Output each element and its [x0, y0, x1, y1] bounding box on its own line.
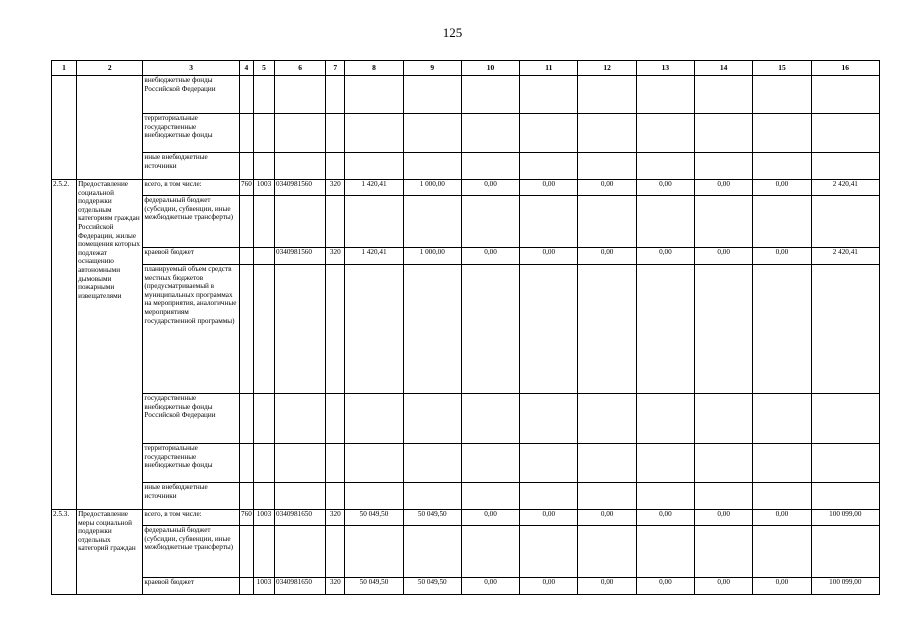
column-header: 7: [326, 61, 345, 76]
cell-vr: 320: [326, 578, 345, 595]
cell-value: [461, 196, 519, 248]
cell-value: 0,00: [753, 578, 811, 595]
table-row: [52, 114, 880, 153]
cell-value: [345, 196, 403, 248]
cell-rzpr: [253, 526, 274, 578]
cell-value: 0,00: [461, 510, 519, 526]
column-header: 16: [811, 61, 879, 76]
cell-rzpr: [253, 153, 274, 180]
cell-vr: [326, 114, 345, 153]
cell-vr: [326, 196, 345, 248]
cell-value: [520, 153, 578, 180]
cell-value: [345, 394, 403, 444]
table-row: [52, 578, 880, 595]
cell-rzpr: 1003: [253, 578, 274, 595]
cell-value: 0,00: [578, 180, 636, 196]
cell-value: 0,00: [520, 578, 578, 595]
cell-value: 0,00: [461, 180, 519, 196]
cell-value: [345, 444, 403, 483]
cell-csr: [275, 483, 326, 510]
table-row: [52, 394, 880, 444]
cell-value: 0,00: [695, 578, 753, 595]
cell-value: 0,00: [636, 180, 694, 196]
cell-grbs: [239, 526, 253, 578]
cell-value: [345, 114, 403, 153]
column-header: 8: [345, 61, 403, 76]
cell-value: [753, 114, 811, 153]
cell-total: [811, 114, 879, 153]
cell-measure: Предоставление меры социальной поддержки отдельных категорий граждан: [77, 510, 143, 595]
cell-grbs: [239, 394, 253, 444]
cell-value: [695, 196, 753, 248]
cell-value: [636, 526, 694, 578]
cell-source: федеральный бюджет (субсидии, субвенции, иные межбюджетные трансферты): [143, 196, 239, 248]
cell-value: [520, 483, 578, 510]
column-header: 5: [253, 61, 274, 76]
cell-vr: [326, 483, 345, 510]
cell-value: [578, 483, 636, 510]
cell-grbs: [239, 114, 253, 153]
cell-source: всего, в том числе:: [143, 510, 239, 526]
cell-value: 50 049,50: [403, 510, 461, 526]
cell-value: [403, 444, 461, 483]
header-row: [52, 61, 880, 76]
cell-value: [578, 196, 636, 248]
cell-value: 0,00: [636, 578, 694, 595]
cell-source: планируемый объем средств местных бюджетов (предусматриваемый в муниципальных программах на мероприятия, аналогичные мероприятиям государственной программы): [143, 265, 239, 394]
cell-value: 0,00: [461, 578, 519, 595]
table-row: [52, 526, 880, 578]
cell-value: [753, 153, 811, 180]
cell-rzpr: [253, 483, 274, 510]
column-header: 4: [239, 61, 253, 76]
cell-value: [461, 483, 519, 510]
column-header: 12: [578, 61, 636, 76]
cell-source: иные внебюджетные источники: [143, 153, 239, 180]
cell-source: внебюджетные фонды Российской Федерации: [143, 76, 239, 114]
cell-grbs: [239, 483, 253, 510]
cell-vr: 320: [326, 510, 345, 526]
cell-rzpr: [253, 265, 274, 394]
cell-rzpr: [253, 76, 274, 114]
cell-value: [520, 394, 578, 444]
cell-rzpr: [253, 444, 274, 483]
table-row: [52, 265, 880, 394]
cell-value: [461, 444, 519, 483]
cell-source: территориальные государственные внебюджетные фонды: [143, 444, 239, 483]
cell-value: 0,00: [695, 180, 753, 196]
cell-value: 50 049,50: [403, 578, 461, 595]
cell-vr: 320: [326, 248, 345, 265]
column-header: 6: [275, 61, 326, 76]
cell-value: [695, 76, 753, 114]
cell-value: [578, 526, 636, 578]
cell-csr: [275, 394, 326, 444]
cell-value: [636, 483, 694, 510]
cell-value: [695, 265, 753, 394]
cell-vr: [326, 153, 345, 180]
cell-value: [520, 444, 578, 483]
cell-value: [636, 114, 694, 153]
cell-rzpr: [253, 196, 274, 248]
cell-value: [403, 483, 461, 510]
cell-value: [636, 76, 694, 114]
cell-total: [811, 444, 879, 483]
cell-vr: 320: [326, 180, 345, 196]
table-row: [52, 196, 880, 248]
cell-value: [403, 153, 461, 180]
cell-total: 2 420,41: [811, 248, 879, 265]
cell-total: [811, 196, 879, 248]
cell-total: [811, 394, 879, 444]
cell-vr: [326, 265, 345, 394]
cell-grbs: 760: [239, 180, 253, 196]
cell-value: [578, 394, 636, 444]
cell-value: 0,00: [753, 180, 811, 196]
budget-table: [51, 60, 880, 595]
cell-value: [636, 265, 694, 394]
cell-value: 1 420,41: [345, 180, 403, 196]
cell-csr: 0340981560: [275, 180, 326, 196]
cell-value: [695, 483, 753, 510]
cell-value: [578, 114, 636, 153]
cell-value: [520, 196, 578, 248]
cell-vr: [326, 76, 345, 114]
cell-value: [403, 196, 461, 248]
cell-source: краевой бюджет: [143, 578, 239, 595]
cell-grbs: [239, 578, 253, 595]
cell-value: [345, 526, 403, 578]
cell-value: 0,00: [520, 510, 578, 526]
cell-value: 0,00: [753, 510, 811, 526]
cell-value: 0,00: [695, 510, 753, 526]
page-number: 125: [442, 25, 463, 40]
cell-grbs: [239, 444, 253, 483]
cell-value: 1 420,41: [345, 248, 403, 265]
cell-grbs: [239, 265, 253, 394]
cell-value: 1 000,00: [403, 248, 461, 265]
table-row: [52, 153, 880, 180]
cell-value: [520, 114, 578, 153]
cell-number: 2.5.3.: [52, 510, 77, 595]
cell-csr: [275, 196, 326, 248]
cell-vr: [326, 526, 345, 578]
cell-value: [461, 153, 519, 180]
cell-total: [811, 153, 879, 180]
cell-total: 2 420,41: [811, 180, 879, 196]
table-row: [52, 180, 880, 196]
cell-value: [753, 526, 811, 578]
cell-value: [403, 76, 461, 114]
cell-value: [695, 444, 753, 483]
table-row: [52, 76, 880, 114]
cell-value: 0,00: [636, 248, 694, 265]
cell-value: [753, 265, 811, 394]
cell-source: краевой бюджет: [143, 248, 239, 265]
cell-csr: [275, 444, 326, 483]
column-header: 13: [636, 61, 694, 76]
cell-csr: 0340981650: [275, 578, 326, 595]
cell-rzpr: [253, 114, 274, 153]
cell-csr: [275, 526, 326, 578]
cell-vr: [326, 444, 345, 483]
cell-value: 50 049,50: [345, 510, 403, 526]
cell-value: 0,00: [636, 510, 694, 526]
cell-value: 0,00: [578, 578, 636, 595]
cell-value: [403, 114, 461, 153]
column-header: 9: [403, 61, 461, 76]
column-header: 2: [77, 61, 143, 76]
column-header: 11: [520, 61, 578, 76]
cell-value: [636, 444, 694, 483]
cell-value: [345, 76, 403, 114]
column-header: 3: [143, 61, 239, 76]
cell-csr: 0340981650: [275, 510, 326, 526]
cell-value: [753, 76, 811, 114]
cell-value: [461, 265, 519, 394]
cell-value: [753, 394, 811, 444]
cell-total: 100 099,00: [811, 578, 879, 595]
cell-value: [636, 153, 694, 180]
cell-value: [636, 394, 694, 444]
cell-value: 0,00: [695, 248, 753, 265]
cell-source: государственные внебюджетные фонды Российской Федерации: [143, 394, 239, 444]
table-row: [52, 444, 880, 483]
cell-total: [811, 483, 879, 510]
cell-number: 2.5.2.: [52, 180, 77, 510]
cell-value: 0,00: [578, 248, 636, 265]
cell-value: [753, 444, 811, 483]
cell-value: [520, 265, 578, 394]
cell-csr: [275, 265, 326, 394]
cell-value: [578, 76, 636, 114]
cell-rzpr: [253, 248, 274, 265]
cell-value: 0,00: [578, 510, 636, 526]
cell-source: всего, в том числе:: [143, 180, 239, 196]
table-row: [52, 510, 880, 526]
column-header: 15: [753, 61, 811, 76]
cell-value: [461, 526, 519, 578]
cell-value: 0,00: [520, 248, 578, 265]
cell-value: [403, 394, 461, 444]
table-row: [52, 248, 880, 265]
cell-total: [811, 76, 879, 114]
column-header: 14: [695, 61, 753, 76]
cell-value: 50 049,50: [345, 578, 403, 595]
cell-value: [753, 483, 811, 510]
cell-csr: [275, 76, 326, 114]
cell-value: [695, 526, 753, 578]
table-row: [52, 483, 880, 510]
cell-value: [345, 483, 403, 510]
cell-value: [636, 196, 694, 248]
column-header: 10: [461, 61, 519, 76]
cell-source: иные внебюджетные источники: [143, 483, 239, 510]
cell-value: 0,00: [753, 248, 811, 265]
cell-value: [695, 153, 753, 180]
cell-total: [811, 265, 879, 394]
cell-value: [461, 114, 519, 153]
cell-value: [461, 394, 519, 444]
cell-value: [520, 76, 578, 114]
cell-number: [52, 76, 77, 180]
cell-total: [811, 526, 879, 578]
cell-csr: 0340981560: [275, 248, 326, 265]
cell-vr: [326, 394, 345, 444]
cell-grbs: [239, 76, 253, 114]
cell-value: [461, 76, 519, 114]
cell-value: [578, 153, 636, 180]
cell-source: федеральный бюджет (субсидии, субвенции, иные межбюджетные трансферты): [143, 526, 239, 578]
cell-value: [695, 114, 753, 153]
cell-grbs: [239, 153, 253, 180]
cell-csr: [275, 153, 326, 180]
cell-rzpr: [253, 394, 274, 444]
cell-value: [403, 526, 461, 578]
cell-grbs: [239, 196, 253, 248]
cell-value: 0,00: [461, 248, 519, 265]
cell-value: [403, 265, 461, 394]
cell-value: [345, 153, 403, 180]
column-header: 1: [52, 61, 77, 76]
cell-value: [753, 196, 811, 248]
cell-total: 100 099,00: [811, 510, 879, 526]
cell-rzpr: 1003: [253, 180, 274, 196]
cell-value: 1 000,00: [403, 180, 461, 196]
cell-value: 0,00: [520, 180, 578, 196]
cell-value: [695, 394, 753, 444]
cell-grbs: 760: [239, 510, 253, 526]
cell-measure: Предоставление социальной поддержки отдельным категориям граждан Российской Федерации, жилые помещения которых подлежат оснащению автономными дымовыми пожарными извещателями: [77, 180, 143, 510]
cell-value: [578, 444, 636, 483]
cell-csr: [275, 114, 326, 153]
cell-value: [520, 526, 578, 578]
cell-value: [345, 265, 403, 394]
cell-measure: [77, 76, 143, 180]
cell-grbs: [239, 248, 253, 265]
cell-rzpr: 1003: [253, 510, 274, 526]
cell-source: территориальные государственные внебюджетные фонды: [143, 114, 239, 153]
cell-value: [578, 265, 636, 394]
